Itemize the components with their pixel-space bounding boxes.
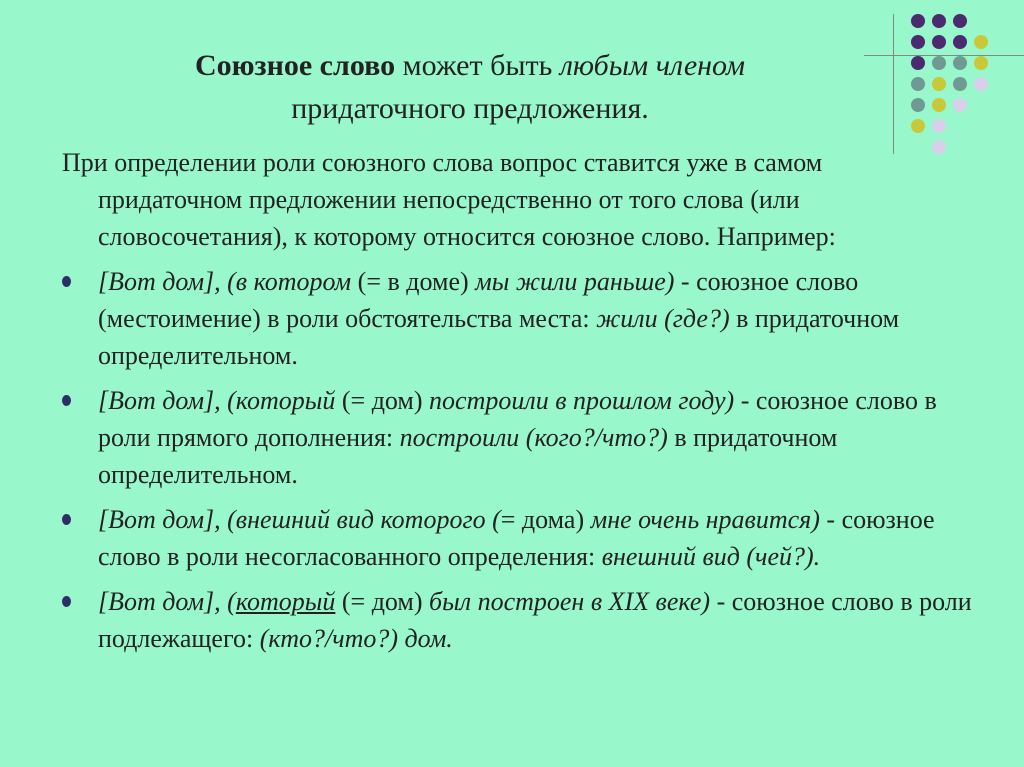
bullet-icon [62,596,71,607]
slide-body [62,144,972,665]
decorative-dot [974,35,988,49]
example-equivalent: (= дом) [335,386,430,415]
decorative-dot [911,98,925,112]
decorative-dot [974,56,988,70]
decorative-dot [953,77,967,91]
title-italic-part: любым членом [559,49,746,82]
example-explanation: - союзное слово в роли несогласованного определения: [98,505,935,571]
example-explanation: - союзное слово в роли прямого дополнения: [98,386,937,452]
list-item [62,263,972,374]
decorative-vertical-line [893,14,894,154]
list-item [62,382,972,493]
decorative-dot [932,77,946,91]
example-clause-end: был построен в XIX веке) [429,587,711,616]
list-item [62,583,972,657]
decorative-dot [932,35,946,49]
decorative-dot [953,35,967,49]
decorative-dot [911,119,925,133]
example-question: внешний вид (чей?). [601,542,821,571]
decorative-dot [953,14,967,28]
example-explanation: - союзное слово (местоимение) в роли обстоятельства места: [98,267,859,333]
example-clause: [Вот дом], ( [98,587,236,616]
example-question: жили (где?) [596,304,730,333]
example-underlined-word: который [235,587,336,616]
list-item [62,501,972,575]
example-clause: [Вот дом], (который [98,386,336,415]
decorative-dot [953,56,967,70]
example-question: (кто?/что?) дом. [259,624,453,653]
example-clause-end: построили в прошлом году) [429,386,735,415]
decorative-dot [911,14,925,28]
example-explanation: - союзное слово в роли подлежащего: [98,587,972,653]
decorative-dot [911,35,925,49]
decorative-dot [911,56,925,70]
example-clause: [Вот дом], (в котором [98,267,352,296]
example-equivalent: = дома) [500,505,591,534]
slide-title [60,44,880,130]
title-line-2: придаточного предложения. [291,92,649,125]
decorative-dot [932,119,946,133]
decorative-dot [932,14,946,28]
decorative-dot [932,56,946,70]
example-equivalent: (= дом) [335,587,430,616]
bullet-icon [62,276,71,287]
examples-list [62,263,972,657]
example-tail: в придаточном определительном. [98,304,900,370]
intro-paragraph: При определении роли союзного слова вопрос ставится уже в самом придаточном предложении непосредственно от того слова (или словосочетания), к которому относится союзное слово. Например: [62,148,836,251]
example-question: построили (кого?/что?) [399,423,668,452]
title-plain-part: может быть [402,49,553,82]
example-clause-end: мы жили раньше) [475,267,675,296]
example-clause: [Вот дом], (внешний вид которого ( [98,505,501,534]
decorative-dot [974,77,988,91]
decorative-horizontal-line [864,55,1024,56]
bullet-icon [62,395,71,406]
title-bold-part: Союзное слово [194,49,396,82]
example-equivalent: (= в доме) [351,267,476,296]
example-tail: в придаточном определительном. [98,423,838,489]
example-clause-end: мне очень нравится) [590,505,820,534]
decorative-dot [953,98,967,112]
bullet-icon [62,514,71,525]
decorative-dot [911,77,925,91]
decorative-dot [932,98,946,112]
